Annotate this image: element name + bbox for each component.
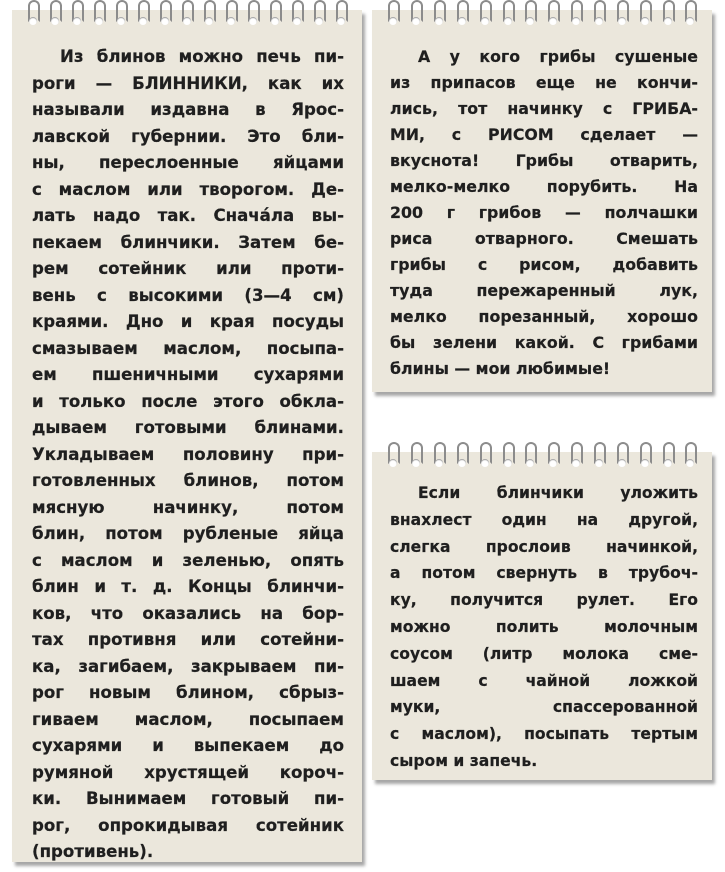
spiral-ring-icon: [591, 0, 607, 30]
text-line: и только после этого обкла-: [32, 391, 344, 411]
text-line: ку, получится рулет. Его: [390, 591, 698, 610]
spiral-ring-icon: [408, 0, 424, 30]
spiral-ring-icon: [113, 0, 129, 30]
spiral-ring-icon: [660, 442, 676, 472]
text-line: лись, тот начинку с ГРИБА-: [390, 99, 698, 118]
spiral-ring-icon: [568, 0, 584, 30]
spiral-ring-icon: [179, 0, 195, 30]
spiral-ring-icon: [477, 442, 493, 472]
spiral-ring-icon: [522, 442, 538, 472]
text-line: гиваем маслом, посыпаем: [32, 709, 344, 729]
text-line: называли издавна в Ярос-: [32, 100, 344, 119]
spiral-ring-icon: [614, 0, 630, 30]
spiral-ring-icon: [614, 442, 630, 472]
text-line: бы зелени какой. С грибами: [390, 333, 698, 352]
spiral-ring-icon: [201, 0, 217, 30]
spiral-ring-icon: [69, 0, 85, 30]
text-line: вкуснота! Грибы отварить,: [390, 151, 698, 170]
text-line: лать надо так. Сначáла вы-: [32, 206, 344, 225]
spiral-ring-icon: [545, 442, 561, 472]
text-line: туда пережаренный лук,: [390, 281, 698, 300]
spiral-ring-icon: [568, 442, 584, 472]
spiral-ring-icon: [454, 442, 470, 472]
spiral-ring-icon: [385, 442, 401, 472]
spiral-ring-icon: [682, 442, 698, 472]
spiral-ring-icon: [47, 0, 63, 30]
spiral-ring-icon: [157, 0, 173, 30]
spiral-ring-icon: [522, 0, 538, 30]
text-line: муки, спассерованной: [390, 698, 698, 717]
spiral-ring-icon: [91, 0, 107, 30]
spiral-ring-icon: [477, 0, 493, 30]
text-line: сыром и запечь.: [390, 751, 538, 770]
text-line: внахлест один на другой,: [390, 510, 698, 529]
text-line: ка, загибаем, закрываем пи-: [32, 656, 344, 676]
text-line: сухарями и выпекаем до: [32, 736, 344, 755]
spiral-binding: [372, 442, 712, 472]
text-line: смазываем маслом, посыпа-: [32, 338, 344, 358]
spiral-ring-icon: [431, 0, 447, 30]
text-line: рог, опрокидывая сотейник: [32, 815, 344, 835]
note-text-left: [12, 44, 362, 866]
spiral-ring-icon: [245, 0, 261, 30]
text-line: дываем готовыми блинами.: [32, 418, 344, 437]
spiral-ring-icon: [500, 442, 516, 472]
spiral-ring-icon: [682, 0, 698, 30]
text-line: рог новым блином, сбрыз-: [32, 683, 344, 702]
text-line: а потом свернуть в трубоч-: [390, 564, 698, 583]
text-line: краями. Дно и края посуды: [32, 312, 344, 331]
spiral-ring-icon: [660, 0, 676, 30]
note-card-left: [12, 10, 362, 862]
text-line: роги — БЛИННИКИ, как их: [32, 73, 344, 93]
text-line: румяной хрустящей короч-: [32, 762, 344, 782]
text-line: пекаем блинчики. Затем бе-: [32, 232, 344, 252]
text-line: рем сотейник или проти-: [32, 259, 344, 278]
spiral-ring-icon: [545, 0, 561, 30]
note-card-top-right: [372, 10, 712, 392]
spiral-ring-icon: [591, 442, 607, 472]
text-line: Из блинов можно печь пи-: [60, 47, 344, 66]
text-line: блины — мои любимые!: [390, 359, 611, 378]
text-line: с маслом и зеленью, опять: [32, 550, 344, 570]
spiral-ring-icon: [267, 0, 283, 30]
text-line: тах противня или сотейни-: [32, 630, 344, 649]
spiral-ring-icon: [385, 0, 401, 30]
text-line: шаем с чайной ложкой: [390, 671, 698, 690]
text-line: можно полить молочным: [390, 617, 698, 636]
spiral-ring-icon: [637, 442, 653, 472]
spiral-ring-icon: [135, 0, 151, 30]
text-line: блин и т. д. Концы блинчи-: [32, 577, 344, 596]
spiral-ring-icon: [223, 0, 239, 30]
note-card-bottom-right: [372, 452, 712, 780]
spiral-ring-icon: [431, 442, 447, 472]
text-line: риса отварного. Смешать: [390, 229, 698, 248]
text-line: вень с высокими (3—4 см): [32, 285, 344, 305]
text-line: ков, что оказались на бор-: [32, 603, 344, 623]
spiral-ring-icon: [25, 0, 41, 30]
text-line: грибы с рисом, добавить: [390, 255, 698, 274]
spiral-ring-icon: [637, 0, 653, 30]
text-line: ем пшеничными сухарями: [32, 365, 344, 384]
text-line: ки. Вынимаем готовый пи-: [32, 789, 344, 808]
text-line: А у кого грибы сушеные: [418, 47, 698, 66]
text-line: мясную начинку, потом: [32, 497, 344, 517]
text-line: с маслом или творогом. Де-: [32, 179, 344, 199]
spiral-ring-icon: [289, 0, 305, 30]
text-line: готовленных блинов, потом: [32, 471, 344, 490]
text-line: мелко-мелко порубить. На: [390, 177, 698, 196]
text-line: Укладываем половину при-: [32, 444, 344, 464]
text-line: блин, потом рубленые яйца: [32, 524, 344, 543]
spiral-ring-icon: [500, 0, 516, 30]
spiral-ring-icon: [408, 442, 424, 472]
text-line: Если блинчики уложить: [418, 484, 698, 502]
spiral-ring-icon: [333, 0, 349, 30]
text-line: МИ, с РИСОМ сделает —: [390, 125, 698, 144]
spiral-binding: [12, 0, 362, 30]
text-line: лавской губернии. Это бли-: [32, 126, 344, 146]
text-line: мелко порезанный, хорошо: [390, 307, 698, 326]
text-line: слегка прослоив начинкой,: [390, 537, 698, 556]
text-line: (противень).: [32, 842, 154, 861]
text-line: из припасов еще не кончи-: [390, 73, 698, 92]
text-line: ны, переслоенные яйцами: [32, 153, 344, 172]
text-line: с маслом), посыпать тертым: [390, 725, 698, 744]
spiral-ring-icon: [311, 0, 327, 30]
note-text-top-right: [372, 44, 712, 382]
text-line: 200 г грибов — полчашки: [390, 203, 698, 222]
text-line: соусом (литр молока сме-: [390, 644, 698, 663]
note-text-bottom-right: [372, 480, 712, 775]
spiral-ring-icon: [454, 0, 470, 30]
spiral-binding: [372, 0, 712, 30]
